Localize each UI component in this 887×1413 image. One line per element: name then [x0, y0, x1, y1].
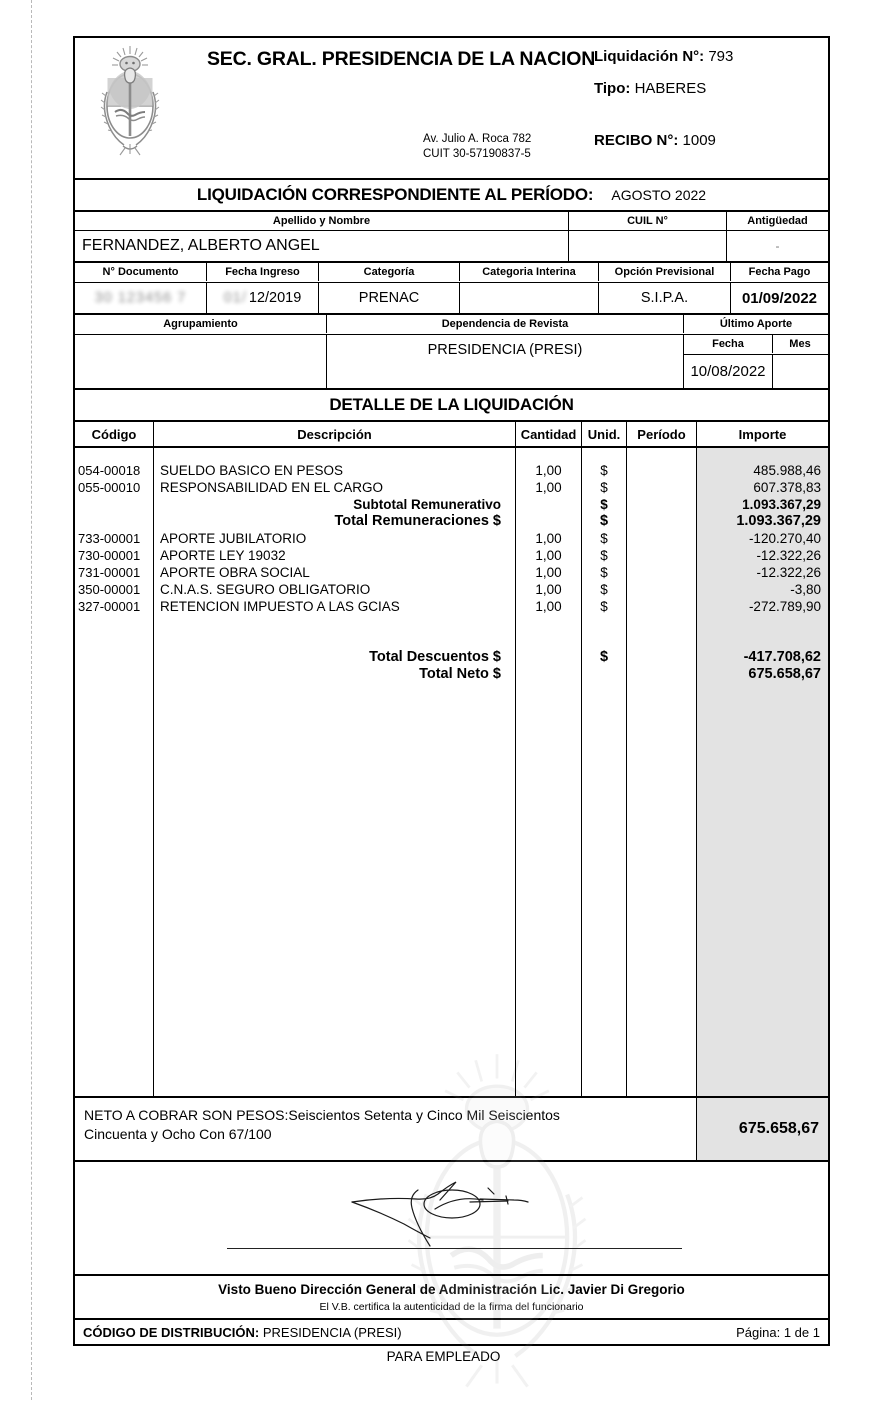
detail-cell-codigo: 055-00010: [78, 480, 141, 495]
detail-cell-codigo: [75, 615, 153, 632]
detail-cell-importe: 1.093.367,29: [742, 497, 821, 512]
detail-cell-importe: 1.093.367,29: [736, 513, 821, 529]
detail-cell-unidad: $: [600, 565, 608, 580]
detail-cell-codigo: [75, 632, 153, 649]
detail-cell-importe: -120.270,40: [748, 531, 821, 546]
detail-cell-unidad: $: [600, 599, 608, 614]
visto-bueno-block: [75, 1276, 828, 1320]
employee-agrupamiento: [75, 335, 327, 388]
detalle-title: DETALLE DE LA LIQUIDACIÓN: [75, 390, 828, 422]
detail-cell-importe: -12.322,26: [756, 548, 821, 563]
liquidacion-label: Liquidación N°:: [594, 48, 705, 65]
visto-bueno-sub: El V.B. certifica la autenticidad de la firma del funcionario: [319, 1300, 584, 1313]
detail-cell-descripcion: Total Descuentos $: [369, 649, 501, 665]
address-cuit: CUIT 30-57190837-5: [423, 148, 531, 161]
col-header-apellido-nombre: Apellido y Nombre: [75, 212, 569, 230]
col-header-dependencia: Dependencia de Revista: [327, 315, 684, 333]
detail-cell-periodo: [627, 496, 696, 513]
detail-cell-codigo: [75, 666, 153, 683]
detail-cell-cantidad: 1,00: [535, 599, 562, 614]
employee-opcion-previsional: S.I.P.A.: [599, 283, 731, 313]
page-number: Página: 1 de 1: [736, 1324, 820, 1340]
detail-cell-cantidad: 1,00: [535, 582, 562, 597]
detail-cell-importe: -12.322,26: [756, 565, 821, 580]
liquidacion-row: [594, 48, 733, 65]
col-header-documento: N° Documento: [75, 263, 207, 281]
detail-cell-cantidad: 1,00: [535, 463, 562, 478]
detail-cell-descripcion: [154, 632, 515, 649]
employee-categoria: PRENAC: [319, 283, 460, 313]
neto-a-cobrar-amount: 675.658,67: [697, 1098, 828, 1160]
detail-cell-descripcion: RETENCION IMPUESTO A LAS GCIAS: [160, 599, 400, 614]
neto-a-cobrar-row: [75, 1096, 828, 1162]
col-header-fecha-ingreso: Fecha Ingreso: [207, 263, 319, 281]
visto-bueno-main: Visto Bueno Dirección General de Administración Lic. Javier Di Gregorio: [218, 1281, 685, 1297]
left-margin-guide: [31, 0, 32, 1400]
detail-cell-cantidad: 1,00: [535, 531, 562, 546]
ultimo-aporte-block: [684, 335, 828, 388]
detail-cell-unidad: $: [599, 513, 609, 529]
detail-cell-periodo: [627, 479, 696, 496]
detail-cell-importe: 675.658,67: [748, 666, 821, 682]
liquidacion-value: 793: [708, 48, 734, 65]
detail-cell-unidad: $: [600, 480, 608, 495]
detail-cell-unidad: $: [600, 463, 608, 478]
col-header-cuil: CUIL N°: [569, 212, 727, 230]
signature-block: [75, 1162, 828, 1276]
col-header-cantidad: Cantidad: [516, 422, 582, 446]
payslip-document: [73, 36, 830, 1346]
detail-cell-unidad: [582, 632, 626, 649]
employee-categoria-interina: [460, 283, 599, 313]
detail-cell-codigo: 327-00001: [78, 599, 141, 614]
col-header-importe: Importe: [738, 426, 787, 442]
col-header-aporte-mes: Mes: [789, 338, 811, 350]
detail-cell-codigo: [75, 649, 153, 666]
detail-cell-periodo: [627, 666, 696, 683]
tipo-row: [594, 80, 706, 97]
detail-cell-descripcion: APORTE LEY 19032: [160, 548, 286, 563]
detail-cell-unidad: $: [600, 548, 608, 563]
recibo-label: RECIBO N°:: [594, 132, 679, 149]
detail-cell-importe: [697, 632, 828, 649]
employee-antiguedad: -: [775, 239, 780, 253]
detail-cell-descripcion: [154, 615, 515, 632]
coat-of-arms-icon: [75, 38, 185, 178]
detail-cell-importe: -3,80: [790, 582, 821, 597]
distribucion-value: PRESIDENCIA (PRESI): [262, 1324, 402, 1340]
neto-a-cobrar-text: [75, 1098, 697, 1160]
neto-text-line-1: NETO A COBRAR SON PESOS:Seiscientos Setenta y Cinco Mil Seiscientos: [84, 1107, 560, 1123]
documento-redacted: 30 123456 7: [94, 290, 187, 306]
detail-column-cantidad: [516, 448, 582, 1096]
employee-header-row-3: [75, 315, 828, 335]
detail-cell-cantidad: 1,00: [535, 565, 562, 580]
employee-header-row-2: [75, 263, 828, 283]
detail-cell-codigo: [75, 496, 153, 513]
ultimo-aporte-fecha: 10/08/2022: [684, 355, 773, 388]
organization-title: SEC. GRAL. PRESIDENCIA DE LA NACION: [207, 48, 596, 70]
detail-cell-descripcion: APORTE OBRA SOCIAL: [160, 565, 310, 580]
detail-cell-descripcion: APORTE JUBILATORIO: [160, 531, 307, 546]
detail-cell-unidad: $: [599, 649, 609, 665]
periodo-label: LIQUIDACIÓN CORRESPONDIENTE AL PERÍODO:: [196, 185, 594, 204]
detail-cell-cantidad: [516, 615, 581, 632]
detail-cell-periodo: [627, 547, 696, 564]
detail-cell-descripcion: SUELDO BASICO EN PESOS: [160, 463, 344, 478]
detail-cell-codigo: 733-00001: [78, 531, 141, 546]
col-header-categoria: Categoría: [319, 263, 460, 281]
detail-cell-periodo: [627, 513, 696, 530]
detail-table-header: [75, 422, 828, 448]
detail-cell-cantidad: [516, 666, 581, 683]
detail-cell-cantidad: [516, 632, 581, 649]
detail-cell-codigo: 730-00001: [78, 548, 141, 563]
employee-data-row-3: [75, 335, 828, 390]
detail-cell-unidad: $: [600, 531, 608, 546]
periodo-bar: [75, 180, 828, 212]
detail-cell-importe: 485.988,46: [753, 463, 821, 478]
detail-cell-descripcion: Subtotal Remunerativo: [353, 497, 501, 512]
periodo-value: AGOSTO 2022: [611, 187, 707, 203]
col-header-aporte-fecha: Fecha: [684, 335, 773, 353]
document-header: [75, 38, 828, 180]
para-empleado-label: PARA EMPLEADO: [386, 1349, 501, 1364]
col-header-opcion-previsional: Opción Previsional: [599, 263, 731, 281]
employee-documento: [75, 283, 207, 313]
col-header-periodo: Período: [627, 422, 697, 446]
detail-cell-unidad: $: [600, 582, 608, 597]
detail-cell-cantidad: [516, 496, 581, 513]
detail-cell-periodo: [627, 598, 696, 615]
employee-cuil: [569, 231, 727, 261]
tipo-label: Tipo:: [594, 80, 631, 97]
detail-cell-unidad: [582, 666, 626, 683]
col-header-fecha-pago: Fecha Pago: [748, 266, 811, 278]
neto-text-line-2: Cincuenta y Ocho Con 67/100: [84, 1126, 272, 1143]
detail-cell-descripcion: Total Remuneraciones $: [334, 513, 501, 529]
col-header-agrupamiento: Agrupamiento: [75, 315, 327, 333]
employee-dependencia: PRESIDENCIA (PRESI): [327, 335, 684, 388]
detail-column-periodo: [627, 448, 697, 1096]
detail-cell-descripcion: C.N.A.S. SEGURO OBLIGATORIO: [160, 582, 371, 597]
detail-cell-codigo: [75, 513, 153, 530]
col-header-descripcion: Descripción: [154, 422, 516, 446]
fecha-ingreso-value: 12/2019: [248, 290, 302, 306]
detail-cell-cantidad: 1,00: [535, 548, 562, 563]
detail-cell-descripcion: RESPONSABILIDAD EN EL CARGO: [160, 480, 384, 495]
distribucion-text: [83, 1325, 402, 1340]
detail-cell-cantidad: [516, 513, 581, 530]
recibo-row: [594, 132, 716, 149]
detail-cell-codigo: 731-00001: [78, 565, 141, 580]
detail-cell-periodo: [627, 615, 696, 632]
detail-cell-periodo: [627, 632, 696, 649]
detail-cell-periodo: [627, 581, 696, 598]
employee-fecha-ingreso: [207, 283, 319, 313]
address-line-1: Av. Julio A. Roca 782: [423, 133, 532, 145]
tipo-value: HABERES: [634, 80, 707, 97]
detail-column-codigo: [75, 448, 154, 1096]
recibo-value: 1009: [682, 132, 716, 149]
detail-cell-importe: 607.378,83: [753, 480, 821, 495]
employee-data-row-1: [75, 231, 828, 263]
detail-cell-codigo: 350-00001: [78, 582, 141, 597]
detail-cell-importe: -272.789,90: [748, 599, 821, 614]
col-header-ultimo-aporte: Último Aporte: [719, 318, 793, 330]
detail-cell-unidad: [582, 615, 626, 632]
detail-cell-periodo: [627, 649, 696, 666]
col-header-categoria-interina: Categoria Interina: [460, 263, 599, 281]
fecha-ingreso-redacted: 01/: [223, 290, 247, 306]
header-meta-block: [580, 38, 828, 178]
detail-cell-cantidad: [516, 649, 581, 666]
col-header-codigo: Código: [75, 422, 154, 446]
employee-data-row-2: [75, 283, 828, 315]
detail-cell-importe: [697, 615, 828, 632]
header-org-block: [185, 38, 596, 178]
detail-cell-periodo: [627, 462, 696, 479]
signature-rule: [227, 1248, 682, 1249]
detail-cell-cantidad: 1,00: [535, 480, 562, 495]
col-header-unidad: Unid.: [582, 422, 627, 446]
detail-cell-codigo: 054-00018: [78, 463, 141, 478]
handwritten-signature-icon: [330, 1166, 600, 1257]
distribucion-bar: [75, 1320, 828, 1344]
employee-name: FERNANDEZ, ALBERTO ANGEL: [75, 231, 569, 261]
detail-column-importe: [697, 448, 828, 1096]
detail-cell-unidad: $: [600, 497, 608, 512]
detail-column-unidad: [582, 448, 627, 1096]
detail-cell-periodo: [627, 564, 696, 581]
detail-cell-descripcion: Total Neto $: [419, 666, 501, 682]
detail-cell-importe: -417.708,62: [743, 649, 821, 665]
organization-address: [423, 132, 531, 162]
employee-fecha-pago: 01/09/2022: [741, 289, 818, 307]
detail-cell-periodo: [627, 530, 696, 547]
detail-table-body: [75, 448, 828, 1096]
col-header-antiguedad: Antigüedad: [747, 215, 808, 227]
detail-column-descripcion: [154, 448, 516, 1096]
distribucion-label: CÓDIGO DE DISTRIBUCIÓN:: [83, 1324, 260, 1340]
ultimo-aporte-mes: [773, 355, 827, 388]
employee-header-row-1: [75, 212, 828, 231]
